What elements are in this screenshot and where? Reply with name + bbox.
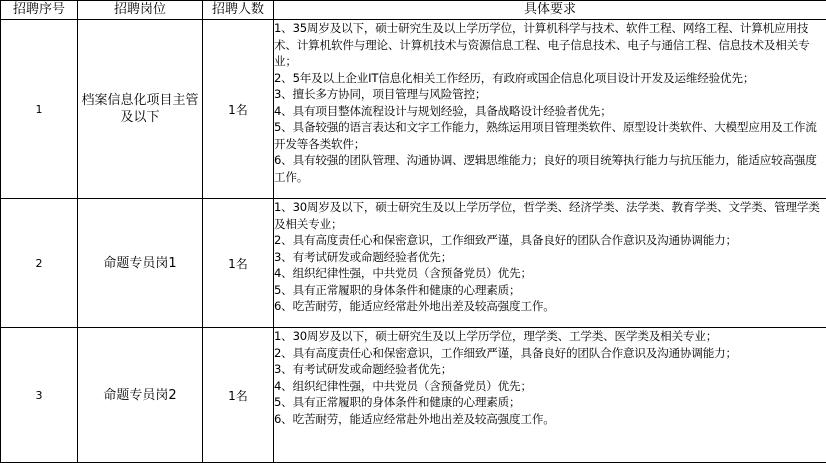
requirement-item: 2、具有高度责任心和保密意识，工作细致严谨，具备良好的团队合作意识及沟通协调能力； xyxy=(274,345,826,362)
serial-number-cell: 3 xyxy=(1,328,78,463)
requirement-item: 1、30周岁及以下，硕士研究生及以上学历学位，理学类、工学类、医学类及相关专业； xyxy=(274,328,826,345)
requirement-item: 6、具有较强的团队管理、沟通协调、逻辑思维能力；良好的项目统筹执行能力与抗压能力，能适应较高强度工作。 xyxy=(274,152,826,185)
requirement-item: 6、吃苦耐劳，能适应经常赴外地出差及较高强度工作。 xyxy=(274,298,826,315)
requirement-item: 6、吃苦耐劳，能适应经常赴外地出差及较高强度工作。 xyxy=(274,411,826,428)
requirement-item: 1、35周岁及以下，硕士研究生及以上学历学位，计算机科学与技术、软件工程、网络工程、计算机应用技术、计算机软件与理论、计算机技术与资源信息工程、电子信息技术、电子与通信工程、信息技术及相关专业； xyxy=(274,20,826,70)
headcount-cell: 1名 xyxy=(203,20,274,199)
table-row xyxy=(1,328,826,463)
serial-number-cell: 2 xyxy=(1,199,78,328)
headcount-cell: 1名 xyxy=(203,199,274,328)
requirement-item: 3、擅长多方协同，项目管理与风险管控； xyxy=(274,86,826,103)
requirement-item: 5、具有正常履职的身体条件和健康的心理素质； xyxy=(274,282,826,299)
header-row xyxy=(1,1,826,20)
requirement-item: 4、具有项目整体流程设计与规划经验，具备战略设计经验者优先； xyxy=(274,103,826,120)
requirements-cell xyxy=(274,199,826,328)
position-cell: 档案信息化项目主管及以下 xyxy=(78,20,203,199)
serial-number-cell: 1 xyxy=(1,20,78,199)
requirements-cell xyxy=(274,20,826,199)
requirement-item: 5、具备较强的语言表达和文字工作能力，熟练运用项目管理类软件、原型设计类软件、大模型应用及工作流开发等各类软件； xyxy=(274,119,826,152)
requirement-item: 4、组织纪律性强，中共党员（含预备党员）优先； xyxy=(274,378,826,395)
requirement-item: 3、有考试研发或命题经验者优先； xyxy=(274,361,826,378)
header-serial-number: 招聘序号 xyxy=(1,1,78,20)
requirement-item: 1、30周岁及以下，硕士研究生及以上学历学位，哲学类、经济学类、法学类、教育学类、文学类、管理学类及相关专业； xyxy=(274,199,826,232)
header-requirements: 具体要求 xyxy=(274,1,826,20)
table-row xyxy=(1,20,826,199)
requirement-item: 3、有考试研发或命题经验者优先； xyxy=(274,249,826,266)
requirement-item: 2、具有高度责任心和保密意识，工作细致严谨，具备良好的团队合作意识及沟通协调能力； xyxy=(274,232,826,249)
header-position: 招聘岗位 xyxy=(78,1,203,20)
position-cell: 命题专员岗2 xyxy=(78,328,203,463)
requirement-item: 5、具有正常履职的身体条件和健康的心理素质； xyxy=(274,394,826,411)
requirement-item: 4、组织纪律性强，中共党员（含预备党员）优先； xyxy=(274,265,826,282)
table-row xyxy=(1,199,826,328)
position-cell: 命题专员岗1 xyxy=(78,199,203,328)
requirements-cell xyxy=(274,328,826,463)
header-headcount: 招聘人数 xyxy=(203,1,274,20)
requirement-item: 2、5年及以上企业IT信息化相关工作经历，有政府或国企信息化项目设计开发及运维经验优先； xyxy=(274,70,826,87)
headcount-cell: 1名 xyxy=(203,328,274,463)
